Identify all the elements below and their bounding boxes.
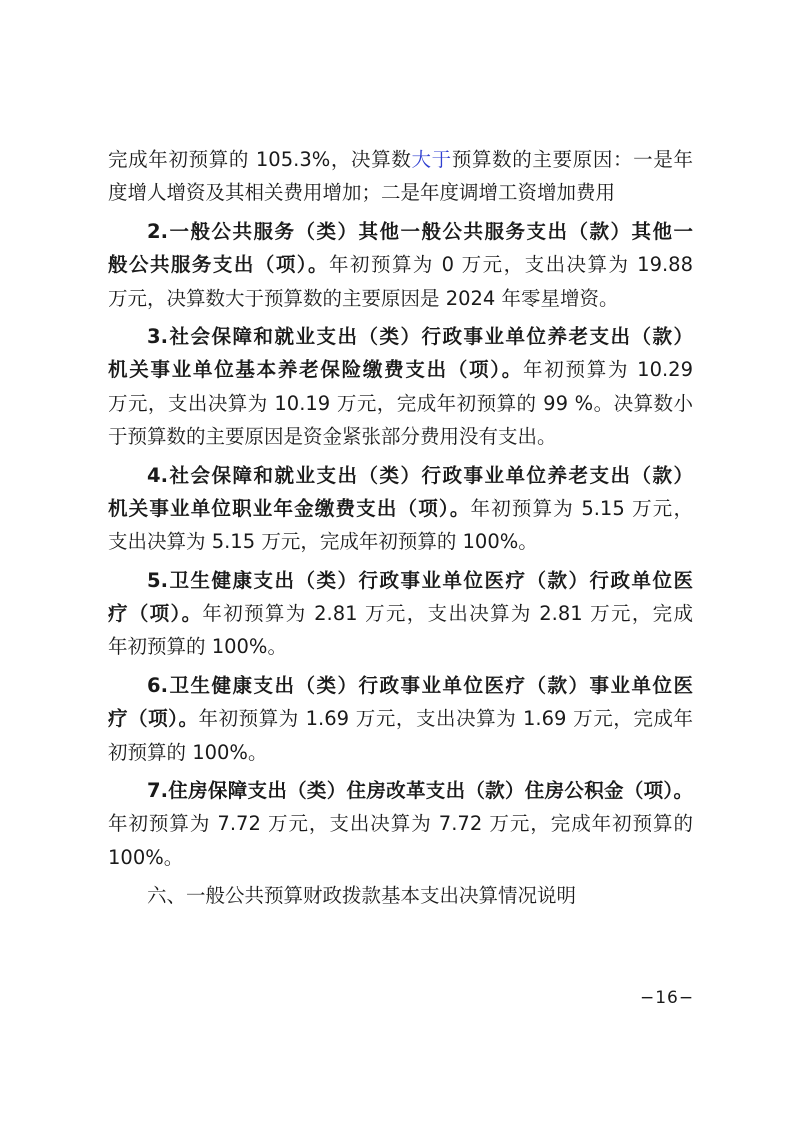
item3-title-line2: 机关事业单位基本养老保险缴费支出（项）。 (108, 358, 524, 382)
item4-title-line1: 4.社会保障和就业支出（类）行政事业单位养老支出（款） (147, 463, 693, 487)
item3-title-line1: 3.社会保障和就业支出（类）行政事业单位养老支出（款） (147, 324, 693, 348)
page-number: −16− (640, 988, 695, 1008)
item5-text-line3: 年初预算的 100%。 (108, 635, 287, 659)
para1-text-a: 完成年初预算的 105.3%，决算数 (108, 148, 412, 171)
item6-line2 (108, 702, 693, 735)
item2-title-line1: 2.一般公共服务（类）其他一般公共服务支出（款）其他一 (147, 219, 693, 243)
item6-text-line2: 年初预算为 1.69 万元，支出决算为 1.69 万元，完成年 (198, 707, 693, 731)
item3-text-line2: 年初预算为 10.29 (523, 358, 693, 382)
item6-text-line3: 初预算的 100%。 (108, 740, 268, 764)
item7-title-line1: 7.住房保障支出（类）住房改革支出（款）住房公积金（项）。 (147, 779, 693, 803)
item7-text-line2: 年初预算为 7.72 万元，支出决算为 7.72 万元，完成年初预算的 (108, 812, 693, 836)
item5-title-line1: 5.卫生健康支出（类）行政事业单位医疗（款）行政单位医 (147, 568, 693, 592)
item3-text-line4: 于预算数的主要原因是资金紧张部分费用没有支出。 (108, 425, 557, 449)
item3-text-line3: 万元，支出决算为 10.19 万元，完成年初预算的 99 %。决算数小 (108, 391, 693, 415)
item2-text-line3: 万元，决算数大于预算数的主要原因是 2024 年零星增资。 (108, 286, 619, 310)
para1-line1 (108, 143, 693, 176)
item4-text-line2: 年初预算为 5.15 万元， (470, 496, 693, 520)
document-body (108, 143, 693, 913)
item7-text-line3: 100%。 (108, 845, 184, 869)
para1-text-b: 预算数的主要原因：一是年 (451, 148, 693, 171)
item5-title-line2: 疗（项）。 (108, 602, 203, 626)
item2-title-line2: 般公共服务支出（项）。 (108, 253, 330, 277)
item6-title-line2: 疗（项）。 (108, 707, 199, 731)
item2-text-line2: 年初预算为 0 万元，支出决算为 19.88 (329, 253, 693, 277)
item4-title-line2: 机关事业单位职业年金缴费支出（项）。 (108, 496, 471, 520)
item2-line2 (108, 248, 693, 281)
section6-heading: 六、一般公共预算财政拨款基本支出决算情况说明 (147, 884, 577, 908)
item4-line2 (108, 492, 693, 525)
para1-highlight: 大于 (411, 148, 452, 171)
para1-line2: 度增人增资及其相关费用增加；二是年度调增工资增加费用 (108, 181, 616, 205)
item5-text-line2: 年初预算为 2.81 万元，支出决算为 2.81 万元，完成 (202, 602, 693, 626)
item3-line2 (108, 353, 693, 386)
item6-title-line1: 6.卫生健康支出（类）行政事业单位医疗（款）事业单位医 (147, 673, 693, 697)
item4-text-line3: 支出决算为 5.15 万元，完成年初预算的 100%。 (108, 530, 538, 554)
item5-line2 (108, 597, 693, 630)
